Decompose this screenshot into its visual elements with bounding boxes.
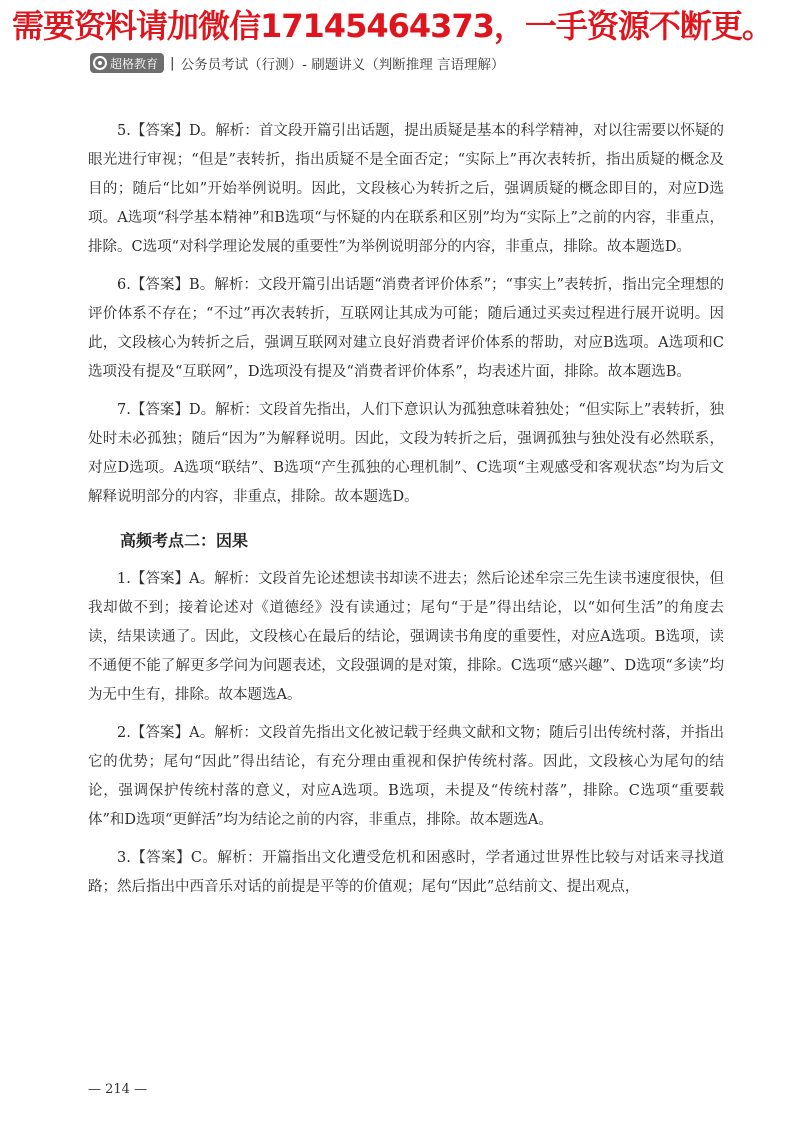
page-header <box>90 50 505 76</box>
answer-paragraph: 5.【答案】D。解析：首文段开篇引出话题，提出质疑是基本的科学精神，对以往需要以怀疑的眼光进行审视；“但是”表转折，指出质疑不是全面否定；“实际上”再次表转折，指出质疑的概念及目的；随后“比如”开始举例说明。因此，文段核心为转折之后，强调质疑的概念即目的，对应D选项。A选项“科学基本精神”和B选项“与怀疑的内在联系和区别”均为“实际上”之前的内容，非重点，排除。C选项“对科学理论发展的重要性”为举例说明部分的内容，非重点，排除。故本题选D。 <box>88 123 724 255</box>
answer-paragraph: 3.【答案】C。解析：开篇指出文化遭受危机和困惑时，学者通过世界性比较与对话来寻找道路；然后指出中西音乐对话的前提是平等的价值观；尾句“因此”总结前文、提出观点， <box>88 850 724 895</box>
watermark-banner: 需要资料请加微信17145464373，一手资源不断更。 <box>12 7 773 45</box>
logo-text: 超格教育 <box>110 56 159 71</box>
page-content <box>88 117 724 911</box>
brand-logo <box>90 53 164 73</box>
header-separator: | <box>170 55 175 71</box>
page-number: — 214 — <box>88 1082 148 1097</box>
answer-paragraph: 1.【答案】A。解析：文段首先论述想读书却读不进去；然后论述牟宗三先生读书速度很快，但我却做不到；接着论述对《道德经》没有读通过；尾句“于是”得出结论，以“如何生活”的角度去读，结果读通了。因此，文段核心在最后的结论，强调读书角度的重要性，对应A选项。B选项，读不通便不能了解更多学问为问题表述，文段强调的是对策，排除。C选项“感兴趣”、D选项“多读”均为无中生有，排除。故本题选A。 <box>88 571 724 703</box>
header-title: 公务员考试（行测）- 刷题讲义（判断推理 言语理解） <box>180 57 505 73</box>
answer-paragraph: 6.【答案】B。解析：文段开篇引出话题“消费者评价体系”；“事实上”表转折，指出完全理想的评价体系不存在；“不过”再次表转折，互联网让其成为可能；随后通过买卖过程进行展开说明。因此，文段核心为转折之后，强调互联网对建立良好消费者评价体系的帮助，对应B选项。A选项和C选项没有提及“互联网”，D选项没有提及“消费者评价体系”，均表述片面，排除。故本题选B。 <box>88 277 724 380</box>
answer-paragraph: 2.【答案】A。解析：文段首先指出文化被记载于经典文献和文物；随后引出传统村落，并指出它的优势；尾句“因此”得出结论，有充分理由重视和保护传统村落。因此，文段核心为尾句的结论，强调保护传统村落的意义，对应A选项。B选项，未提及“传统村落”，排除。C选项“重要载体”和D选项“更鲜活”均为结论之前的内容，非重点，排除。故本题选A。 <box>88 725 724 828</box>
answer-paragraph: 7.【答案】D。解析：文段首先指出，人们下意识认为孤独意味着独处；“但实际上”表转折，独处时未必孤独；随后“因为”为解释说明。因此，文段为转折之后，强调孤独与独处没有必然联系，对应D选项。A选项“联结”、B选项“产生孤独的心理机制”、C选项“主观感受和客观状态”均为后文解释说明部分的内容，非重点，排除。故本题选D。 <box>88 402 724 505</box>
logo-icon <box>93 56 107 70</box>
section-heading: 高频考点二：因果 <box>120 531 249 550</box>
